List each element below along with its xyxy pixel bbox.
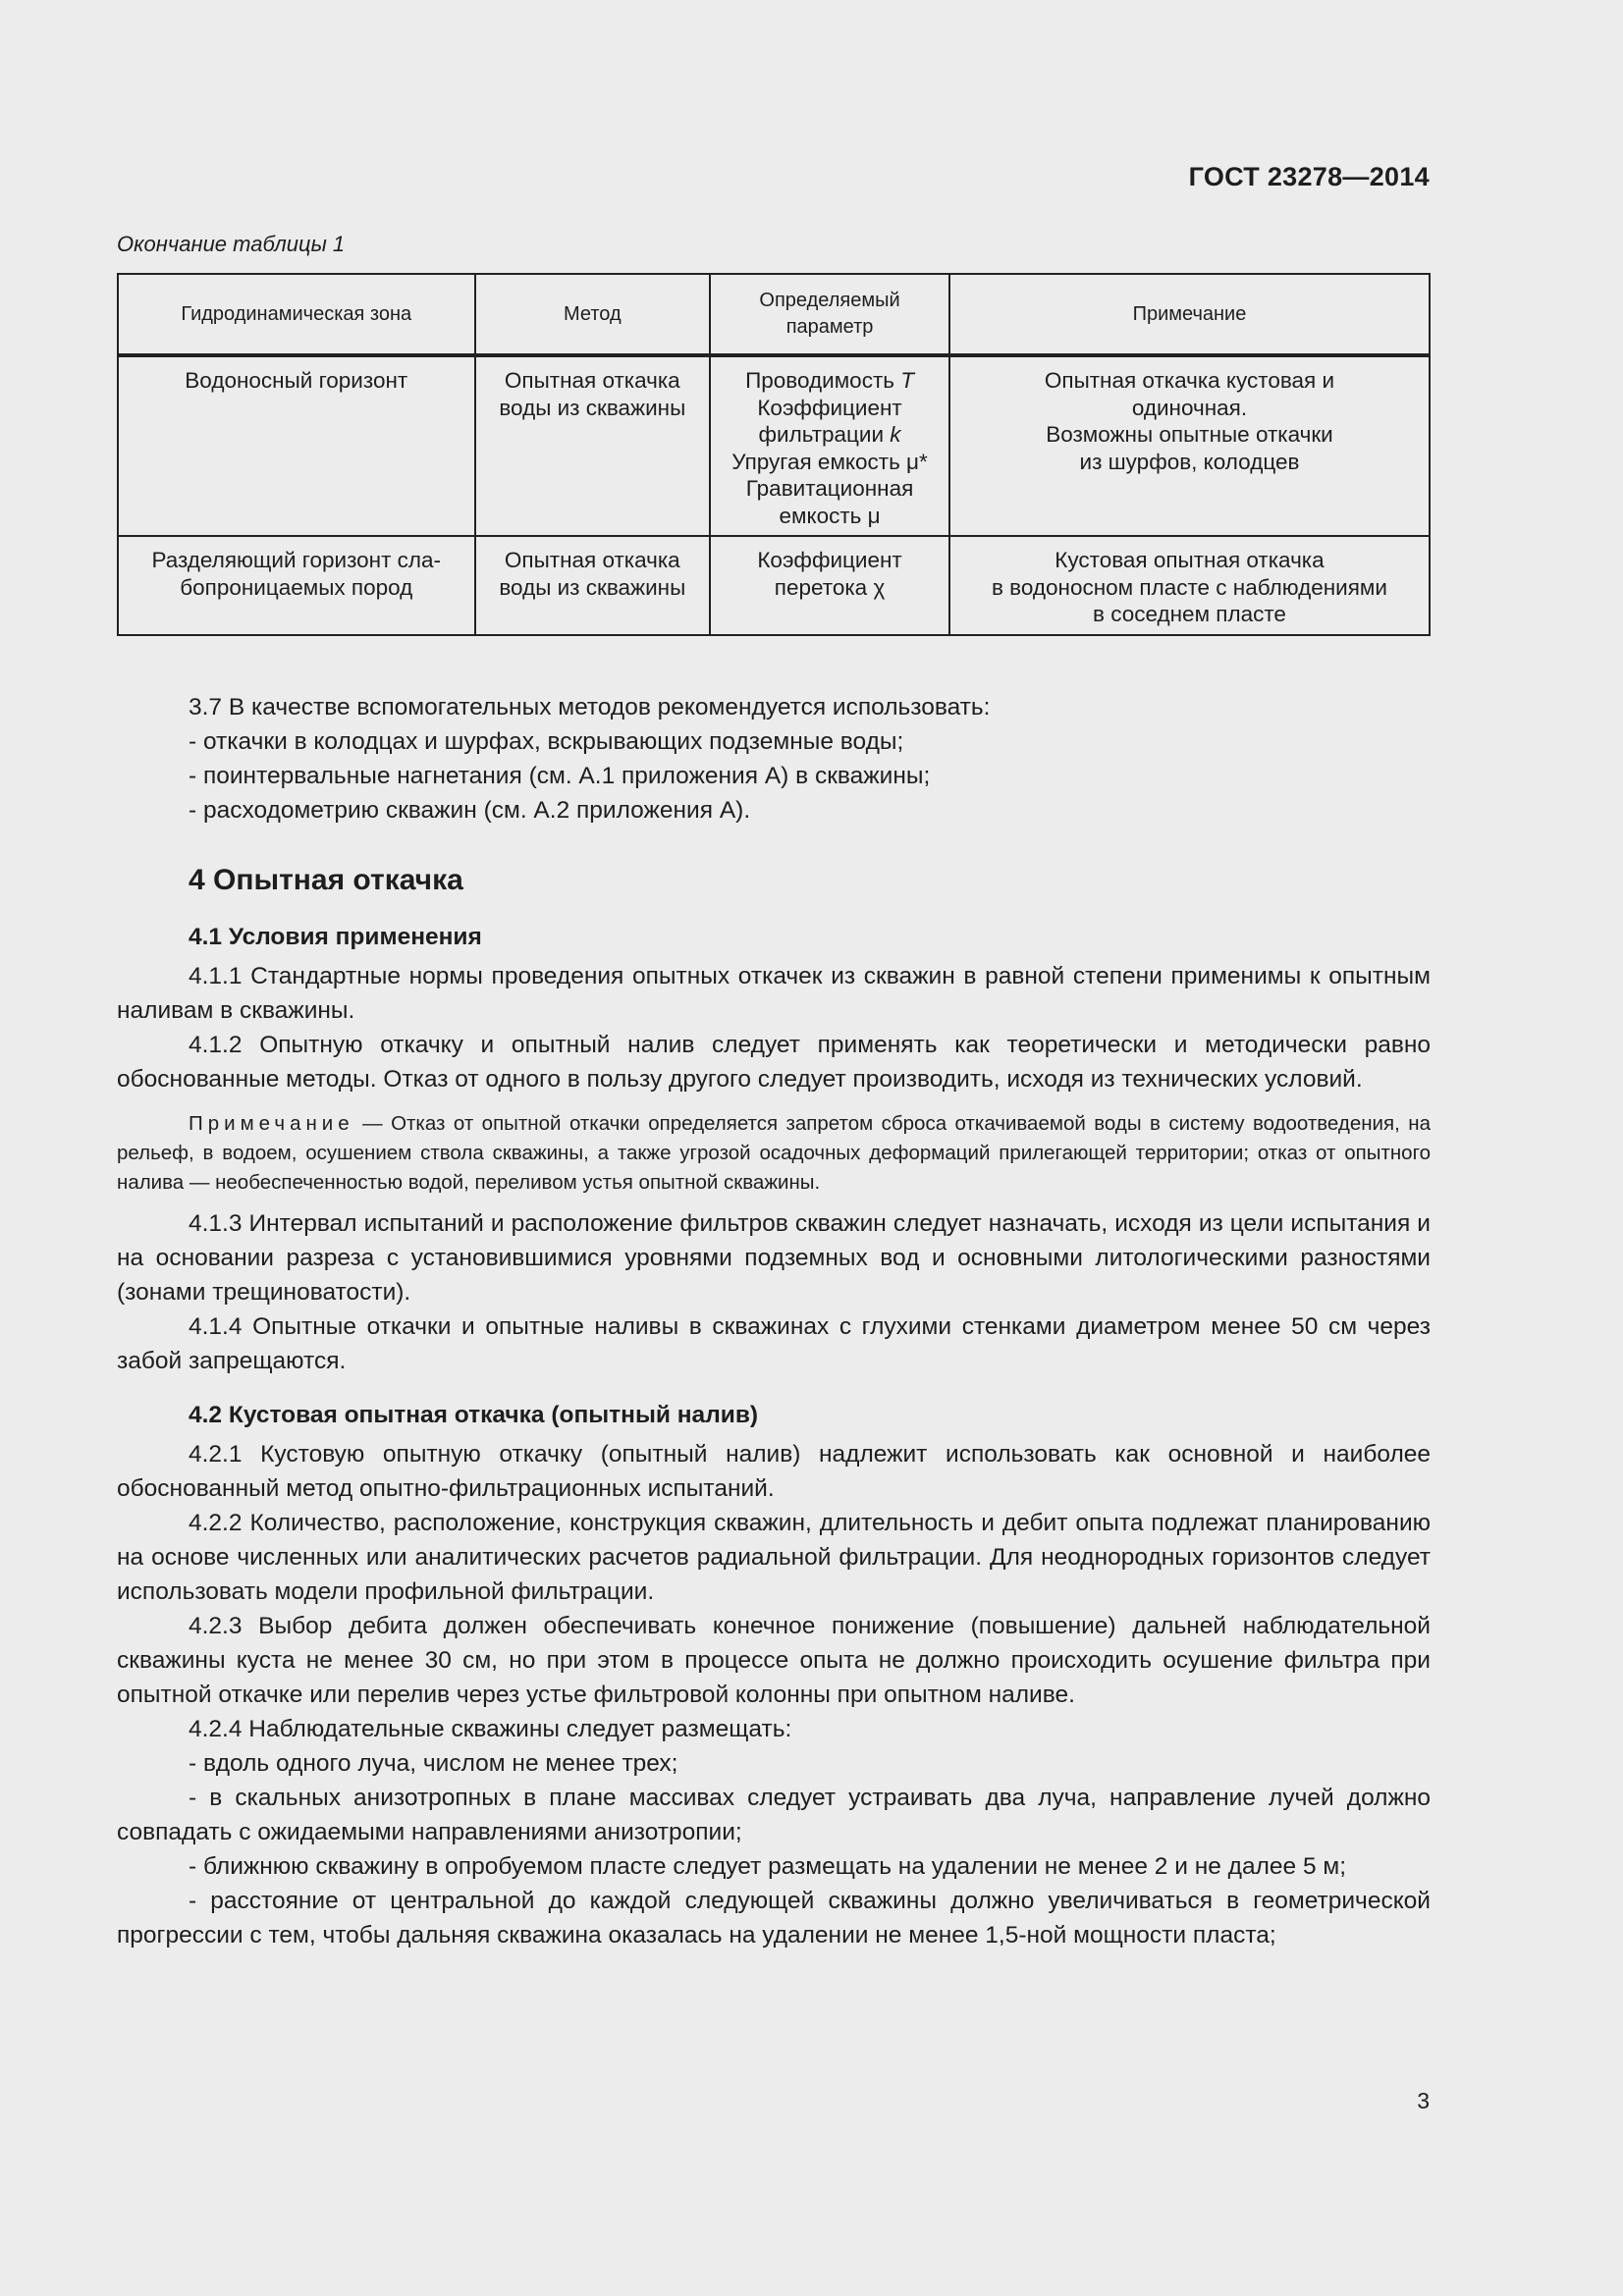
table-body <box>118 355 1430 635</box>
cell-note <box>949 355 1430 536</box>
list-item: - вдоль одного луча, числом не менее трех; <box>189 1750 678 1777</box>
cell-line: перетока χ <box>774 574 886 600</box>
cell-line: Опытная откачка кустовая и <box>1044 368 1335 393</box>
cell-method <box>475 355 711 536</box>
list-item: - расстояние от центральной до каждой следующей скважины должно увеличиваться в геометрической прогрессии с тем, чтобы дальняя скважина оказалась на удалении не менее 1,5-ной мощности пласта; <box>117 1888 1431 1949</box>
cell-line: Возможны опытные откачки <box>1046 422 1333 447</box>
col-header-method: Метод <box>475 274 711 355</box>
note-text: — Отказ от опытной откачки определяется запретом сброса откачиваемой воды в систему водоотведения, на рельеф, в водоем, осушением ствола скважины, а также угрозой осадочных деформаций прилегающей территории; отказ от опытного налива — необеспеченностью водой, переливом устья опытной скважины. <box>117 1112 1431 1194</box>
col-header-parameter <box>710 274 949 355</box>
cell-line: воды из скважины <box>499 395 686 420</box>
subsection-heading-4-2: 4.2 Кустовая опытная откачка (опытный налив) <box>189 1402 759 1428</box>
list-item: - в скальных анизотропных в плане массивах следует устраивать два луча, направление лучей должно совпадать с ожидаемыми направлениями анизотропии; <box>117 1785 1431 1845</box>
col-header-zone: Гидродинамическая зона <box>118 274 475 355</box>
table-row <box>118 536 1430 635</box>
cell-line: Водоносный горизонт <box>185 368 408 393</box>
cell-line: Проводимость T <box>745 368 914 393</box>
section-heading-4: 4 Опытная откачка <box>189 864 463 896</box>
cell-line: бопроницаемых пород <box>180 574 413 600</box>
list-item: - поинтервальные нагнетания (см. А.1 приложения А) в скважины; <box>189 763 931 789</box>
paragraph-3-7: 3.7 В качестве вспомогательных методов рекомендуется использовать: <box>189 694 991 721</box>
cell-line: Кустовая опытная откачка <box>1055 548 1325 572</box>
cell-line: одиночная. <box>1131 395 1248 420</box>
cell-line: Разделяющий горизонт сла- <box>151 548 442 572</box>
paragraph-4-1-2: 4.1.2 Опытную откачку и опытный налив следует применять как теоретически и методически равно обоснованные методы. Отказ от одного в пользу другого следует производить, исходя из технических условий. <box>117 1032 1431 1093</box>
cell-line: Опытная откачка <box>504 368 680 393</box>
cell-line: Коэффициент <box>757 548 902 572</box>
cell-line: из шурфов, колодцев <box>1079 449 1300 474</box>
cell-line: воды из скважины <box>499 574 686 600</box>
note-label: Примечание <box>189 1112 354 1135</box>
cell-line: емкость μ <box>779 503 881 528</box>
cell-line: в водоносном пласте с наблюдениями <box>991 574 1387 600</box>
cell-method <box>475 536 711 635</box>
cell-zone <box>118 536 475 635</box>
cell-parameter <box>710 536 949 635</box>
cell-line: Опытная откачка <box>504 548 680 572</box>
cell-line: в соседнем пласте <box>1093 602 1286 626</box>
paragraph-4-2-1: 4.2.1 Кустовую опытную откачку (опытный налив) надлежит использовать как основной и наиболее обоснованный метод опытно-фильтрационных испытаний. <box>117 1441 1431 1502</box>
list-item: - откачки в колодцах и шурфах, вскрывающих подземные воды; <box>189 728 904 755</box>
cell-line: Гравитационная <box>745 476 914 501</box>
document-body <box>117 690 1431 1952</box>
cell-line: Упругая емкость μ* <box>731 449 928 474</box>
paragraph-4-2-4: 4.2.4 Наблюдательные скважины следует размещать: <box>189 1716 792 1742</box>
paragraph-4-2-2: 4.2.2 Количество, расположение, конструкция скважин, длительность и дебит опыта подлежат планированию на основе численных или аналитических расчетов радиальной фильтрации. Для неоднородных горизонтов следует использовать модели профильной фильтрации. <box>117 1510 1431 1605</box>
cell-zone <box>118 355 475 536</box>
table-caption: Окончание таблицы 1 <box>117 232 346 256</box>
paragraph-4-1-3: 4.1.3 Интервал испытаний и расположение фильтров скважин следует назначать, исходя из цели испытания и на основании разреза с установившимися уровнями подземных вод и основными литологическими разностями (зонами трещиноватости). <box>117 1210 1431 1306</box>
paragraph-4-2-3: 4.2.3 Выбор дебита должен обеспечивать конечное понижение (повышение) дальней наблюдательной скважины куста не менее 30 см, но при этом в процессе опыта не должно происходить осушение фильтра при опытной откачке или перелив через устье фильтровой колонны при опытном наливе. <box>117 1613 1431 1708</box>
table-row <box>118 355 1430 536</box>
page-number: 3 <box>1417 2088 1430 2113</box>
col-header-parameter-text: Определяемый параметр <box>759 290 900 338</box>
table-1 <box>117 273 1431 636</box>
cell-note <box>949 536 1430 635</box>
paragraph-4-1-4: 4.1.4 Опытные откачки и опытные наливы в скважинах с глухими стенками диаметром менее 50 см через забой запрещаются. <box>117 1313 1431 1374</box>
table-header-row <box>118 274 1430 355</box>
document-code: ГОСТ 23278—2014 <box>1188 162 1430 191</box>
cell-line: Коэффициент <box>757 395 902 420</box>
cell-parameter <box>710 355 949 536</box>
subsection-heading-4-1: 4.1 Условия применения <box>189 924 482 950</box>
list-item: - расходометрию скважин (см. А.2 приложения А). <box>189 797 751 824</box>
paragraph-4-1-1: 4.1.1 Стандартные нормы проведения опытных откачек из скважин в равной степени применимы к опытным наливам в скважины. <box>117 963 1431 1024</box>
cell-line: фильтрации k <box>758 422 901 447</box>
list-item: - ближнюю скважину в опробуемом пласте следует размещать на удалении не менее 2 и не далее 5 м; <box>189 1853 1347 1880</box>
note-paragraph <box>117 1109 1431 1198</box>
col-header-note: Примечание <box>949 274 1430 355</box>
